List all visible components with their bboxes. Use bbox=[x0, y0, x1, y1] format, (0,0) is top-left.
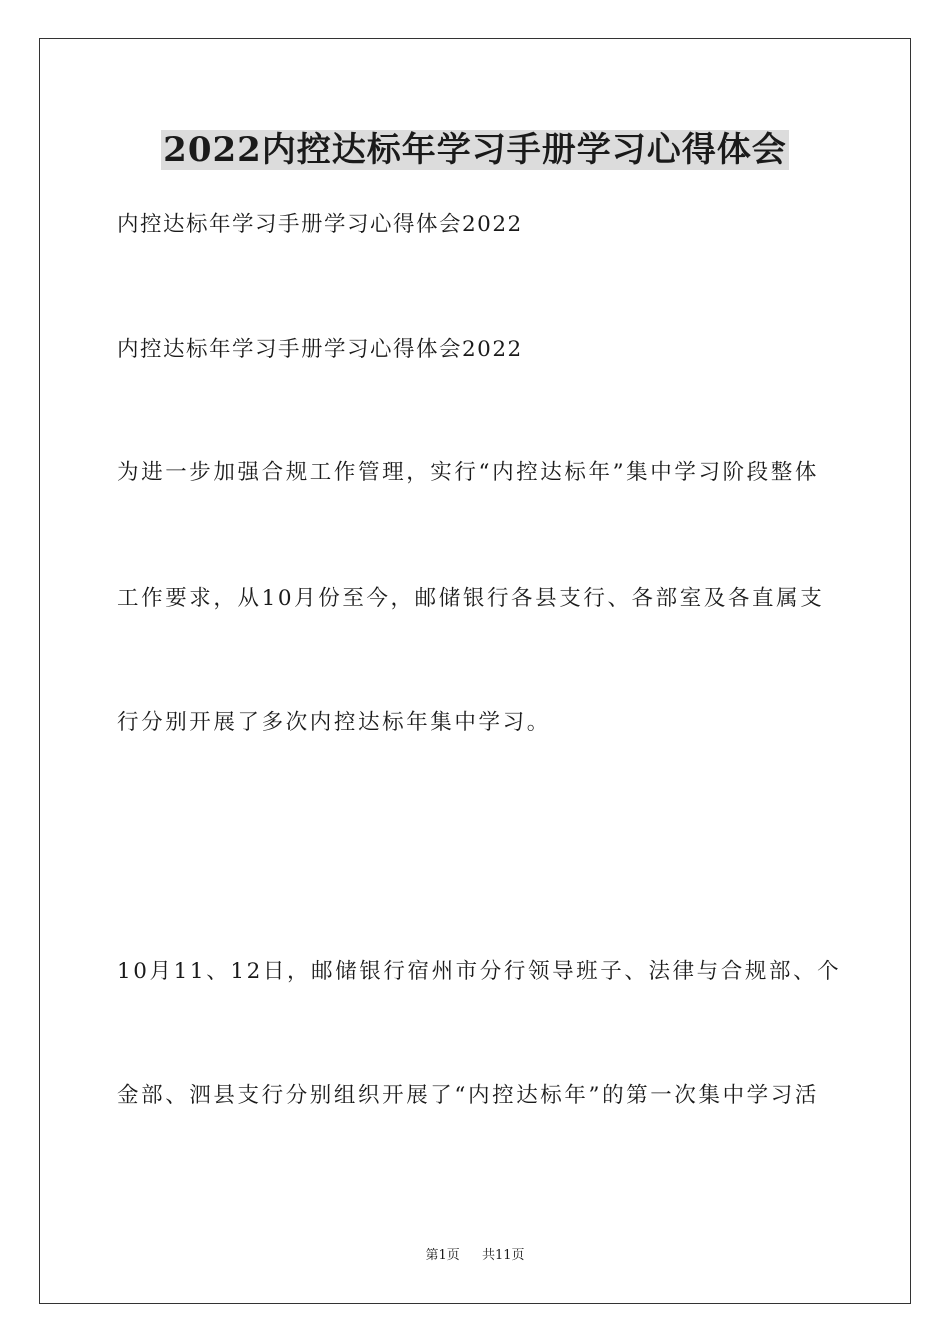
body-line-2: 内控达标年学习手册学习心得体会2022 bbox=[117, 337, 523, 362]
page-number-total: 共11页 bbox=[481, 1248, 525, 1263]
document-title bbox=[0, 128, 950, 172]
body-line-4: 工作要求，从10月份至今，邮储银行各县支行、各部室及各直属支 bbox=[117, 586, 825, 611]
body-line-5: 行分别开展了多次内控达标年集中学习。 bbox=[117, 710, 551, 735]
body-line-7: 金部、泗县支行分别组织开展了“内控达标年”的第一次集中学习活 bbox=[117, 1083, 819, 1108]
page-footer bbox=[0, 1247, 950, 1265]
body-line-6: 10月11、12日，邮储银行宿州市分行领导班子、法律与合规部、个 bbox=[117, 959, 842, 984]
body-line-3: 为进一步加强合规工作管理，实行“内控达标年”集中学习阶段整体 bbox=[117, 460, 819, 485]
document-title-text: 2022内控达标年学习手册学习心得体会 bbox=[163, 130, 787, 170]
body-line-1: 内控达标年学习手册学习心得体会2022 bbox=[117, 212, 523, 237]
page-number-current: 第1页 bbox=[425, 1248, 460, 1263]
